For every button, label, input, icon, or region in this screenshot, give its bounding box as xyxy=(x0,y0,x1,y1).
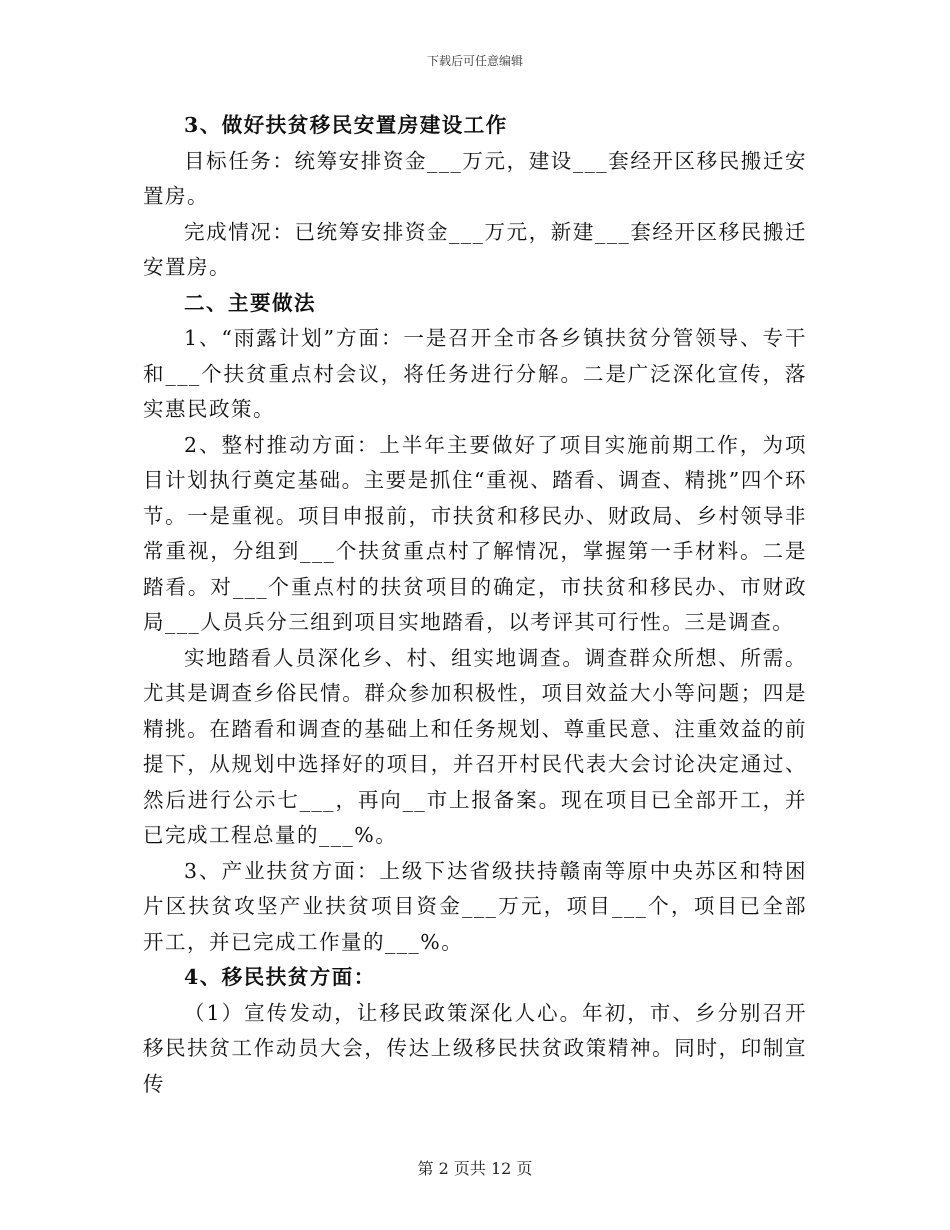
section-heading-4: 4、移民扶贫方面： xyxy=(184,965,376,989)
page-number: 第 2 页共 12 页 xyxy=(417,1159,533,1178)
document-body xyxy=(143,108,807,1102)
paragraph: 3、产业扶贫方面：上级下达省级扶持赣南等原中央苏区和特困片区扶贫攻坚产业扶贫项目资金___万元，项目___个，项目已全部开工，并已完成工作量的___%。 xyxy=(143,858,807,954)
paragraph: 1、“雨露计划”方面：一是召开全市各乡镇扶贫分管领导、专干和___个扶贫重点村会议，将任务进行分解。二是广泛深化宣传，落实惠民政策。 xyxy=(143,326,807,421)
paragraph: 目标任务：统筹安排资金___万元，建设___套经开区移民搬迁安置房。 xyxy=(143,148,807,208)
paragraph: 完成情况：已统筹安排资金___万元，新建___套经开区移民搬迁安置房。 xyxy=(143,219,807,279)
paragraph: 2、整村推动方面：上半年主要做好了项目实施前期工作，为项目计划执行奠定基础。主要是抓住“重视、踏看、调查、精挑”四个环节。一是重视。项目申报前，市扶贫和移民办、财政局、乡村领导非常重视，分组到___个扶贫重点村了解情况，掌握第一手材料。二是踏看。对___个重点村的扶贫项目的确定，市扶贫和移民办、市财政局___人员兵分三组到项目实地踏看，以考评其可行性。三是调查。 xyxy=(143,432,807,634)
section-heading-main-practices: 二、主要做法 xyxy=(184,290,316,315)
paragraph: 实地踏看人员深化乡、村、组实地调查。调查群众所想、所需。尤其是调查乡俗民情。群众参加积极性，项目效益大小等问题；四是精挑。在踏看和调查的基础上和任务规划、尊重民意、注重效益的前提下，从规划中选择好的项目，并召开村民代表大会讨论决定通过、然后进行公示七___，再向__市上报备案。现在项目已全部开工，并已完成工程总量的___%。 xyxy=(143,645,807,847)
paragraph: （1）宣传发动，让移民政策深化人心。年初，市、乡分别召开移民扶贫工作动员大会，传达上级移民扶贫政策精神。同时，印制宣传 xyxy=(143,1000,807,1096)
page-header: 下载后可任意编辑 xyxy=(426,54,523,68)
section-heading-3: 3、做好扶贫移民安置房建设工作 xyxy=(184,113,508,137)
